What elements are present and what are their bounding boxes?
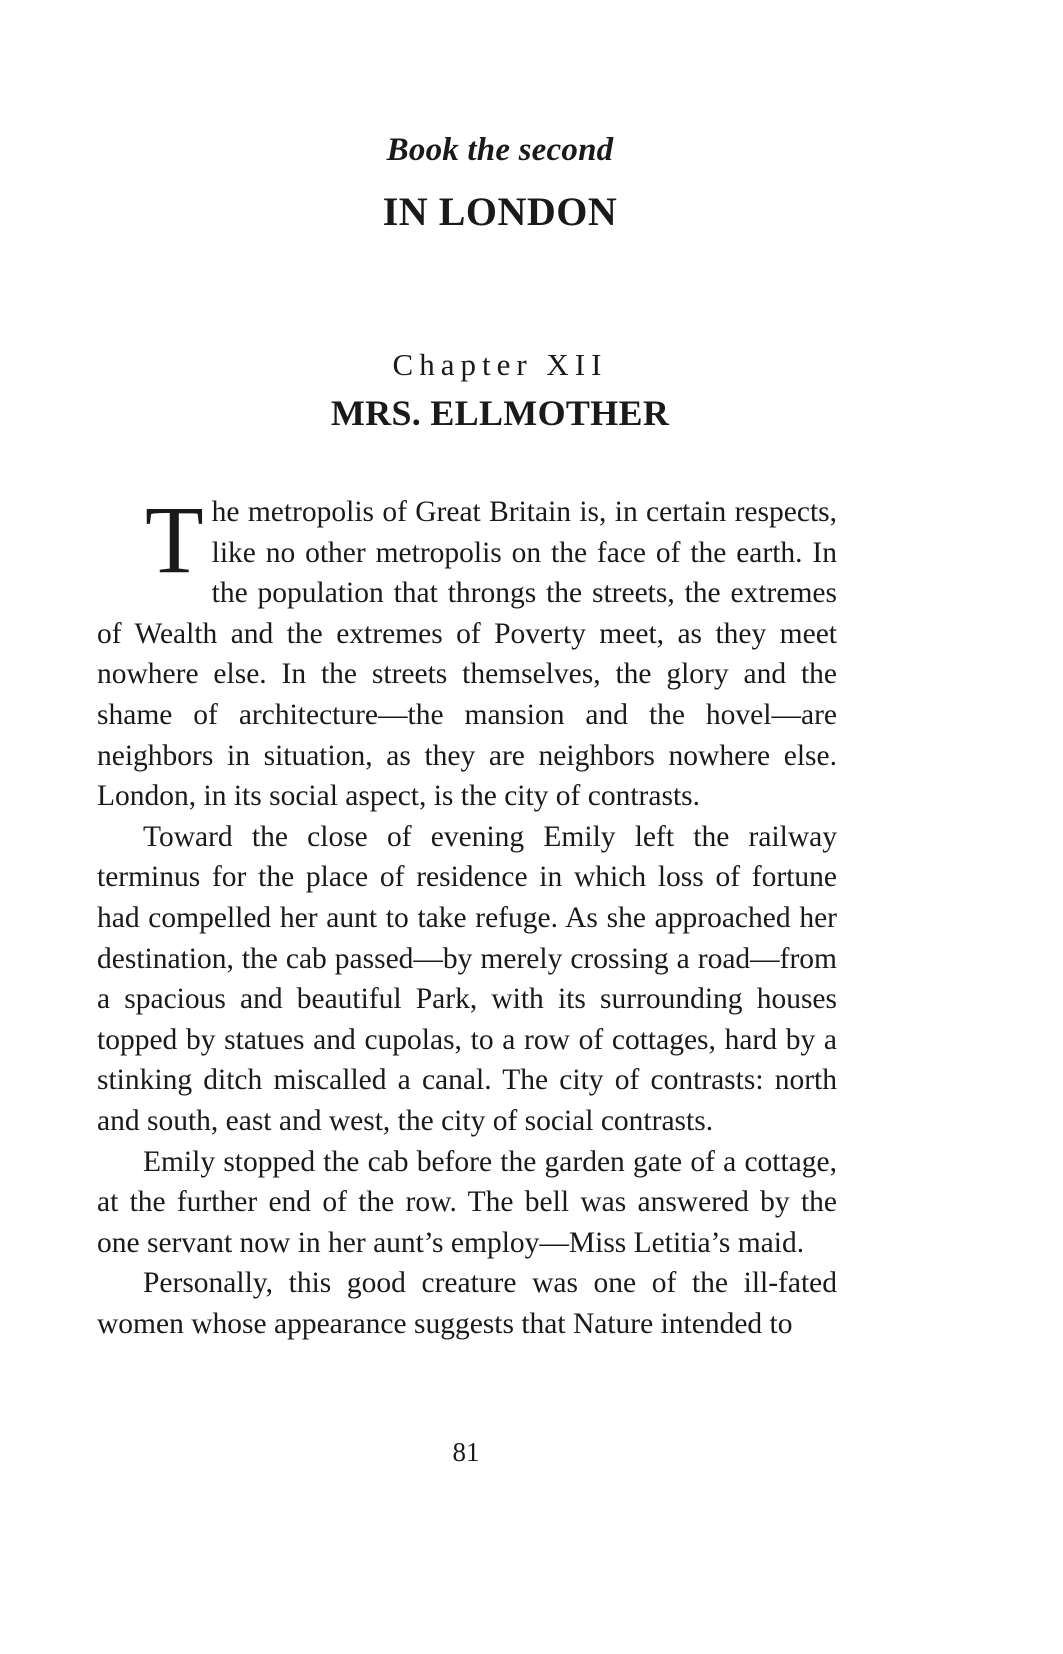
- chapter-number: Chapter XII: [392, 347, 608, 382]
- book-part-title: IN LONDON: [382, 189, 618, 234]
- paragraph: Emily stopped the cab before the garden gate of a cottage, at the further end of the row. The bell was answered by the one servant now in her aunt’s employ—Miss Letitia’s maid.: [97, 1145, 837, 1259]
- drop-cap: T: [145, 486, 204, 593]
- paragraph: Personally, this good creature was one of the ill-fated women whose appearance suggests that Nature intended to: [97, 1267, 837, 1340]
- page-number: 81: [452, 1437, 480, 1467]
- chapter-title: MRS. ELLMOTHER: [330, 393, 670, 433]
- paragraph: Toward the close of evening Emily left the railway terminus for the place of residence in which loss of fortune had compelled her aunt to take refuge. As she approached her destination, the cab passed—by merely crossing a road—from a spacious and beautiful Park, with its surrounding houses topped by statues and cupolas, to a row of cottages, hard by a stinking ditch miscalled a canal. The city of contrasts: north and south, east and west, the city of social contrasts.: [97, 820, 837, 1137]
- book-part-label: Book the second: [386, 132, 614, 168]
- paragraph-text: he metropolis of Great Britain is, in certain respects, like no other metropolis on the face of the earth. In the population that throngs the streets, the extremes of Wealth and the extremes of Poverty meet, as they meet nowhere else. In the streets themselves, the glory and the shame of architecture—the mansion and the hovel—are neighbors in situation, as they are neighbors nowhere else. London, in its social aspect, is the city of contrasts.: [97, 496, 837, 813]
- chapter-body: [97, 486, 837, 1344]
- paragraph: [97, 486, 837, 817]
